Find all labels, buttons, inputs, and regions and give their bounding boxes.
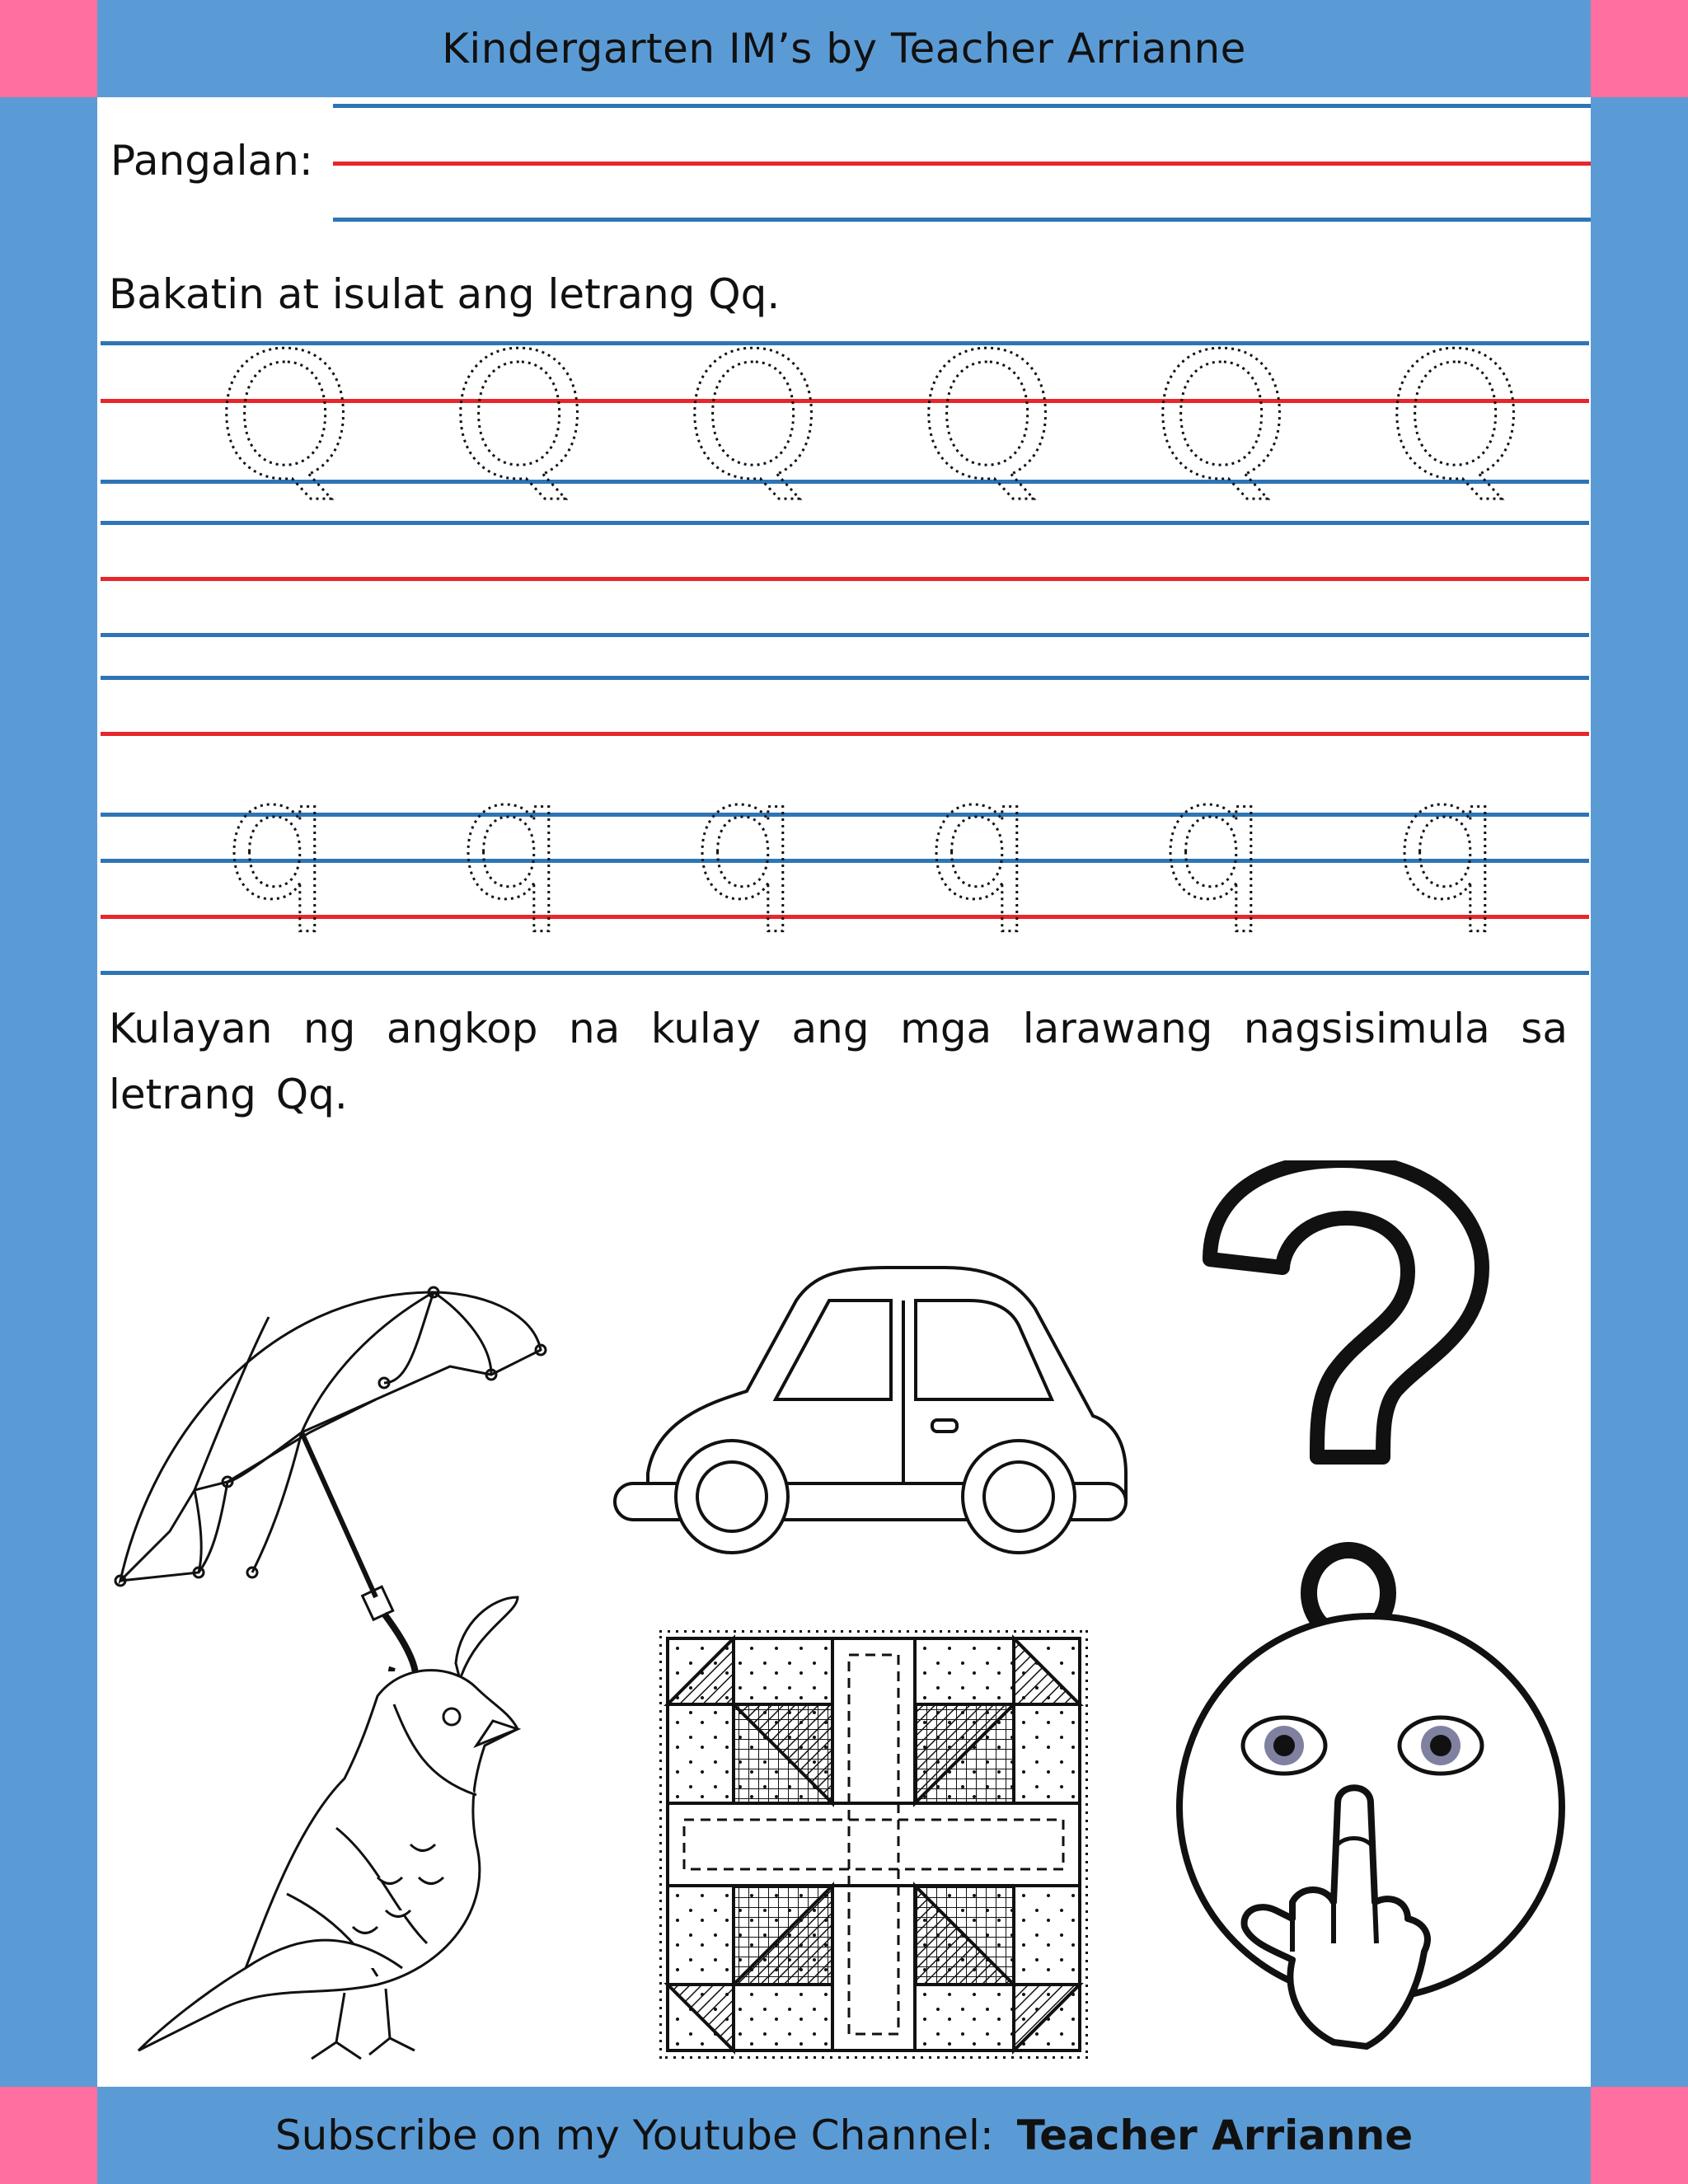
quiet-face-icon[interactable] bbox=[1169, 1597, 1581, 2075]
quail-icon[interactable] bbox=[130, 1581, 592, 2067]
footer-channel[interactable]: Teacher Arrianne bbox=[1016, 2111, 1414, 2159]
instruction-color: Kulayan ng angkop na kulay ang mga larawang nagsisimula sa letrang Qq. bbox=[109, 1005, 1568, 1118]
trace-letter-upper: Q bbox=[919, 336, 1056, 501]
lower-line-top bbox=[101, 676, 1589, 680]
header-title: Kindergarten IM’s by Teacher Arrianne bbox=[442, 25, 1246, 73]
upper-practice-base bbox=[101, 633, 1589, 637]
corner-tl bbox=[0, 0, 97, 97]
name-line-mid[interactable] bbox=[333, 162, 1591, 166]
corner-br bbox=[1591, 2087, 1688, 2184]
instruction-trace: Bakatin at isulat ang letrang Qq. bbox=[109, 270, 781, 318]
lower-practice-base bbox=[101, 971, 1589, 975]
footer-text: Subscribe on my Youtube Channel: bbox=[274, 2111, 994, 2159]
trace-letter-upper: Q bbox=[1387, 336, 1524, 501]
trace-letter-lower: q bbox=[1395, 744, 1500, 936]
corner-bl bbox=[0, 2087, 97, 2184]
question-mark-icon[interactable] bbox=[1185, 1160, 1498, 1655]
footer bbox=[97, 2087, 1591, 2184]
trace-letter-lower: q bbox=[225, 744, 330, 936]
trace-letter-upper: Q bbox=[217, 336, 354, 501]
trace-letter-lower: q bbox=[459, 744, 564, 936]
trace-letter-lower: q bbox=[927, 744, 1032, 936]
trace-letter-lower: q bbox=[1161, 744, 1266, 936]
trace-letter-lower: q bbox=[693, 744, 798, 936]
car-icon[interactable] bbox=[607, 1251, 1134, 1647]
trace-lower-row bbox=[97, 724, 1591, 954]
trace-letter-upper: Q bbox=[1153, 336, 1290, 501]
name-line-bottom bbox=[333, 218, 1591, 222]
name-line-top bbox=[333, 104, 1591, 108]
trace-letter-upper: Q bbox=[451, 336, 588, 501]
name-label: Pangalan: bbox=[110, 137, 313, 185]
quilt-icon[interactable] bbox=[659, 1630, 1088, 2059]
upper-practice-top bbox=[101, 521, 1589, 525]
trace-letter-upper: Q bbox=[685, 336, 822, 501]
worksheet bbox=[97, 97, 1591, 2087]
trace-upper-row bbox=[97, 336, 1591, 501]
upper-practice-mid[interactable] bbox=[101, 577, 1589, 581]
corner-tr bbox=[1591, 0, 1688, 97]
